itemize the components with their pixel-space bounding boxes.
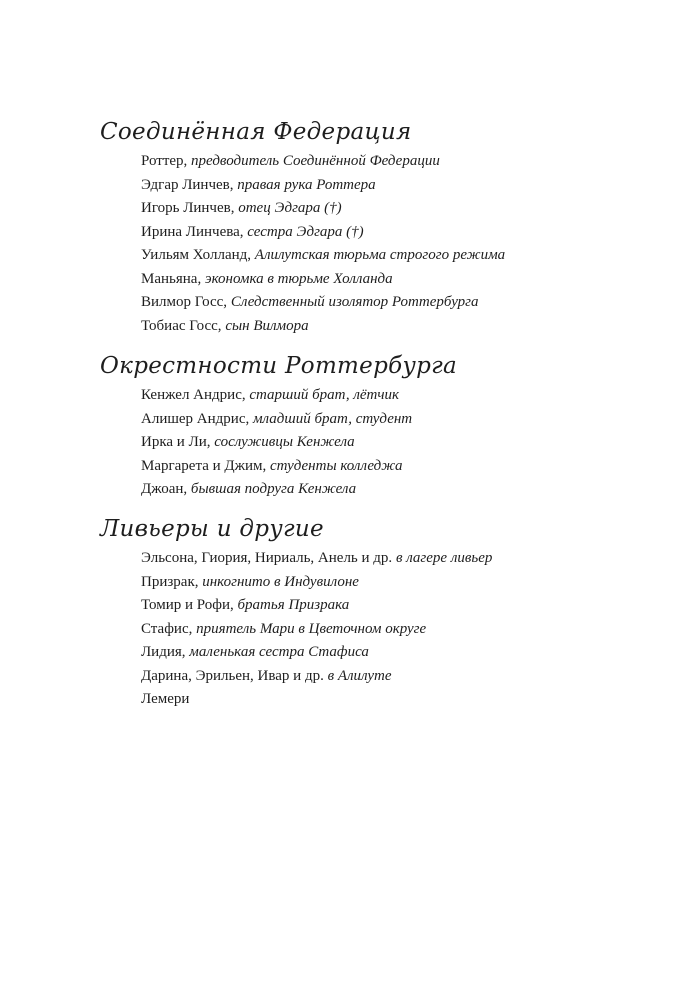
- list-item: [141, 641, 492, 665]
- character-role: экономка в тюрьме Холланда: [204, 270, 393, 287]
- list-item: [141, 315, 505, 339]
- list-item: [141, 197, 505, 221]
- character-name: Маньяна,: [141, 270, 205, 287]
- character-role: в Алилуте: [327, 667, 392, 684]
- character-role: Следственный изолятор Роттербурга: [230, 294, 479, 310]
- character-name: Игорь Линчев,: [141, 200, 239, 216]
- character-name: Роттер,: [141, 153, 192, 169]
- list-item: [141, 384, 412, 408]
- character-name: Стафис,: [141, 620, 197, 637]
- character-name: Лидия,: [141, 644, 190, 660]
- character-role: студенты колледжа: [270, 457, 403, 474]
- section-heading: Ливьеры и другие: [100, 516, 324, 542]
- list-item: [141, 268, 505, 292]
- character-name: Тобиас Госс,: [141, 317, 226, 334]
- character-name: Томир и Рофи,: [141, 597, 238, 613]
- list-item: [141, 455, 412, 479]
- list-item: [141, 291, 505, 315]
- list-item: [141, 618, 492, 642]
- section-heading: Окрестности Роттербурга: [100, 353, 458, 379]
- list-item: [141, 665, 492, 689]
- character-name: Кенжел Андрис,: [141, 387, 250, 403]
- character-role: инкогнито в Индувилоне: [202, 573, 359, 590]
- list-item: [141, 221, 505, 245]
- character-name: Эдгар Линчев,: [141, 176, 238, 193]
- character-name: Вилмор Госс,: [141, 294, 231, 310]
- character-role: маленькая сестра Стафиса: [189, 644, 369, 660]
- character-name: Эльсона, Гиория, Нириаль, Анель и др.: [141, 550, 396, 566]
- list-item: [141, 478, 412, 502]
- character-role: предводитель Соединённой Федерации: [191, 153, 440, 169]
- character-name: Алишер Андрис,: [141, 410, 253, 427]
- list-item: [141, 594, 492, 618]
- list-item: [141, 431, 412, 455]
- list-item: [141, 547, 492, 571]
- character-name: Призрак,: [141, 573, 203, 590]
- character-name: Лемери: [141, 691, 190, 707]
- character-name: Уильям Холланд,: [141, 247, 255, 263]
- character-role: бывшая подруга Кенжела: [190, 481, 357, 497]
- character-list: [141, 150, 505, 338]
- character-role: младший брат, студент: [252, 410, 413, 427]
- list-item: [141, 150, 505, 174]
- character-role: братья Призрака: [237, 597, 350, 613]
- character-name: Ирина Линчева,: [141, 223, 248, 240]
- character-role: старший брат, лётчик: [249, 387, 400, 403]
- character-role: сын Вилмора: [225, 317, 309, 334]
- list-item: [141, 244, 505, 268]
- list-item: [141, 174, 505, 198]
- list-item: [141, 408, 412, 432]
- character-list: [141, 384, 412, 502]
- list-item: [141, 571, 492, 595]
- character-role: в лагере ливьер: [395, 550, 493, 566]
- character-name: Маргарета и Джим,: [141, 457, 271, 474]
- character-name: Дарина, Эрильен, Ивар и др.: [141, 667, 328, 684]
- section-heading: Соединённая Федерация: [100, 119, 412, 145]
- character-role: сослуживцы Кенжела: [214, 434, 355, 450]
- character-role: отец Эдгара (†): [238, 200, 342, 216]
- list-item: [141, 688, 492, 712]
- character-role: приятель Мари в Цветочном округе: [196, 620, 427, 637]
- character-role: правая рука Роттера: [237, 176, 376, 193]
- character-role: Алилутская тюрьма строгого режима: [254, 247, 506, 263]
- character-list: [141, 547, 492, 712]
- character-name: Ирка и Ли,: [141, 434, 215, 450]
- character-name: Джоан,: [141, 481, 191, 497]
- character-role: сестра Эдгара (†): [247, 223, 364, 240]
